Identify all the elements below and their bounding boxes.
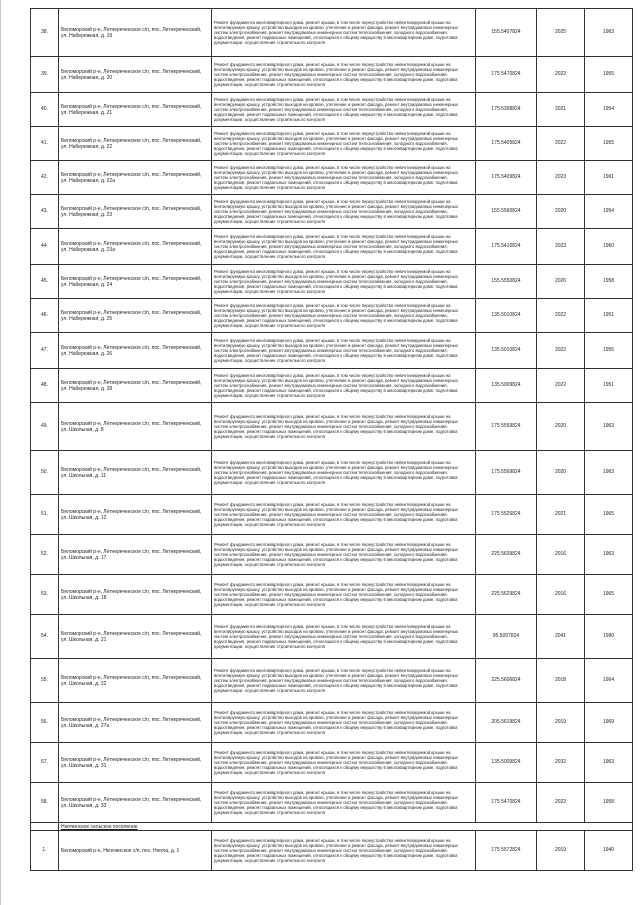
- table-row: [31, 495, 633, 535]
- row-number: 39.: [31, 57, 59, 93]
- table-row: [31, 333, 633, 369]
- table-row: [31, 229, 633, 265]
- row-number: 42.: [31, 161, 59, 195]
- work-description-cell: Ремонт фундамента многоквартирного дома, ремонт крыши, в том числе переустройство невентилируемой крыши на вентилируемую крышу, устройство выходов на кровлю, утепление и ремонт фасада, ремонт внутридомовых инженерных систем электроснабжения, ремонт внутридомовых инженерных систем теплоснабжения, холодного водоснабжения, водоотведения, ремонт подвальных помещений, относящихся к общему имуществу в многоквартирном доме, подготовка документации, осуществление строительного контроля: [212, 265, 476, 299]
- address-cell: Беломорский р-н, Летнереченское с/п, пос. Летнереченский, ул. Набережная, д. 24: [59, 265, 212, 299]
- row-number: 55.: [31, 659, 59, 703]
- planned-year-cell: 2016: [537, 535, 585, 575]
- table-row: [31, 403, 633, 451]
- build-year-cell: 1955: [585, 333, 633, 369]
- document-sheet: [30, 8, 632, 871]
- work-description-cell: Ремонт фундамента многоквартирного дома, ремонт крыши, в том числе переустройство невентилируемой крыши на вентилируемую крышу, устройство выходов на кровлю, утепление и ремонт фасада, ремонт внутридомовых инженерных систем электроснабжения, ремонт внутридомовых инженерных систем теплоснабжения, холодного водоснабжения, водоотведения, ремонт подвальных помещений, относящихся к общему имуществу в многоквартирном доме, подготовка документации, осуществление строительного контроля: [212, 831, 476, 871]
- build-year-cell: 1964: [585, 659, 633, 703]
- row-number: 56.: [31, 703, 59, 743]
- planned-year-cell: 2026: [537, 265, 585, 299]
- work-description-cell: Ремонт фундамента многоквартирного дома, ремонт крыши, в том числе переустройство невентилируемой крыши на вентилируемую крышу, устройство выходов на кровлю, утепление и ремонт фасада, ремонт внутридомовых инженерных систем электроснабжения, ремонт внутридомовых инженерных систем теплоснабжения, холодного водоснабжения, водоотведения, ремонт подвальных помещений, относящихся к общему имуществу в многоквартирном доме, подготовка документации, осуществление строительного контроля: [212, 93, 476, 127]
- row-number: 1.: [31, 831, 59, 871]
- table-row: [31, 703, 633, 743]
- cost-cell: 175.5569824: [476, 451, 537, 495]
- table-row: [31, 161, 633, 195]
- planned-year-cell: 2022: [537, 369, 585, 403]
- cost-cell: 175.5409824: [476, 161, 537, 195]
- table-row: [31, 783, 633, 823]
- work-description-cell: Ремонт фундамента многоквартирного дома, ремонт крыши, в том числе переустройство невентилируемой крыши на вентилируемую крышу, устройство выходов на кровлю, утепление и ремонт фасада, ремонт внутридомовых инженерных систем электроснабжения, ремонт внутридомовых инженерных систем теплоснабжения, холодного водоснабжения, водоотведения, ремонт подвальных помещений, относящихся к общему имуществу в многоквартирном доме, подготовка документации, осуществление строительного контроля: [212, 659, 476, 703]
- build-year-cell: 1940: [585, 831, 633, 871]
- build-year-cell: 1990: [585, 615, 633, 659]
- build-year-cell: 1955: [585, 57, 633, 93]
- cost-cell: 135.5009824: [476, 369, 537, 403]
- address-cell: Беломорский р-н, Летнереченское с/п, пос. Летнереченский, ул. Набережная, д. 23а: [59, 229, 212, 265]
- address-cell: Беломорский р-н, Летнереченское с/п, пос. Летнереченский, ул. Набережная, д. 19: [59, 9, 212, 57]
- address-cell: Беломорский р-н, Летнереченское с/п, пос. Летнереченский, ул. Школьная, д. 18: [59, 575, 212, 615]
- address-cell: Беломорский р-н, Летнереченское с/п, пос. Летнереченский, ул. Школьная, д. 17: [59, 535, 212, 575]
- cost-cell: 175.5572824: [476, 831, 537, 871]
- address-cell: Беломорский р-н, Летнереченское с/п, пос. Летнереченский, ул. Школьная, д. 8: [59, 403, 212, 451]
- build-year-cell: 1963: [585, 535, 633, 575]
- table-row: [31, 57, 633, 93]
- row-number: 47.: [31, 333, 59, 369]
- table-row: [31, 369, 633, 403]
- cost-cell: 135.5009824: [476, 743, 537, 783]
- address-cell: Беломорский р-н, Летнереченское с/п, пос. Летнереченский, ул. Школьная, д. 21: [59, 615, 212, 659]
- work-description-cell: Ремонт фундамента многоквартирного дома, ремонт крыши, в том числе переустройство невентилируемой крыши на вентилируемую крышу, устройство выходов на кровлю, утепление и ремонт фасада, ремонт внутридомовых инженерных систем электроснабжения, ремонт внутридомовых инженерных систем теплоснабжения, холодного водоснабжения, водоотведения, ремонт подвальных помещений, относящихся к общему имуществу в многоквартирном доме, подготовка документации, осуществление строительного контроля: [212, 535, 476, 575]
- table-row: [31, 9, 633, 57]
- planned-year-cell: 2016: [537, 575, 585, 615]
- cost-cell: 225.5629824: [476, 575, 537, 615]
- planned-year-cell: 2022: [537, 299, 585, 333]
- build-year-cell: 1958: [585, 265, 633, 299]
- planned-year-cell: 2020: [537, 195, 585, 229]
- build-year-cell: 1954: [585, 93, 633, 127]
- work-description-cell: Ремонт фундамента многоквартирного дома, ремонт крыши, в том числе переустройство невентилируемой крыши на вентилируемую крышу, устройство выходов на кровлю, утепление и ремонт фасада, ремонт внутридомовых инженерных систем электроснабжения, ремонт внутридомовых инженерных систем теплоснабжения, холодного водоснабжения, водоотведения, ремонт подвальных помещений, относящихся к общему имуществу в многоквартирном доме, подготовка документации, осуществление строительного контроля: [212, 299, 476, 333]
- cost-cell: 225.5639824: [476, 535, 537, 575]
- address-cell: Беломорский р-н, Летнереченское с/п, пос. Летнереченский, ул. Школьная, д. 33: [59, 783, 212, 823]
- cost-cell: 175.5410824: [476, 229, 537, 265]
- address-cell: Беломорский р-н, Летнереченское с/п, пос. Летнереченский, ул. Школьная, д. 12: [59, 495, 212, 535]
- planned-year-cell: 2025: [537, 9, 585, 57]
- work-description-cell: Ремонт фундамента многоквартирного дома, ремонт крыши, в том числе переустройство невентилируемой крыши на вентилируемую крышу, устройство выходов на кровлю, утепление и ремонт фасада, ремонт внутридомовых инженерных систем электроснабжения, ремонт внутридомовых инженерных систем теплоснабжения, холодного водоснабжения, водоотведения, ремонт подвальных помещений, относящихся к общему имуществу в многоквартирном доме, подготовка документации, осуществление строительного контроля: [212, 161, 476, 195]
- row-number: 54.: [31, 615, 59, 659]
- work-description-cell: Ремонт фундамента многоквартирного дома, ремонт крыши, в том числе переустройство невентилируемой крыши на вентилируемую крышу, устройство выходов на кровлю, утепление и ремонт фасада, ремонт внутридомовых инженерных систем электроснабжения, ремонт внутридомовых инженерных систем теплоснабжения, холодного водоснабжения, водоотведения, ремонт подвальных помещений, относящихся к общему имуществу в многоквартирном доме, подготовка документации, осуществление строительного контроля: [212, 127, 476, 161]
- planned-year-cell: 2018: [537, 659, 585, 703]
- planned-year-cell: 2021: [537, 93, 585, 127]
- planned-year-cell: 2021: [537, 495, 585, 535]
- build-year-cell: 1960: [585, 229, 633, 265]
- work-description-cell: Ремонт фундамента многоквартирного дома, ремонт крыши, в том числе переустройство невентилируемой крыши на вентилируемую крышу, устройство выходов на кровлю, утепление и ремонт фасада, ремонт внутридомовых инженерных систем электроснабжения, ремонт внутридомовых инженерных систем теплоснабжения, холодного водоснабжения, водоотведения, ремонт подвальных помещений, относящихся к общему имуществу в многоквартирном доме, подготовка документации, осуществление строительного контроля: [212, 783, 476, 823]
- table-row: [31, 615, 633, 659]
- planned-year-cell: 2023: [537, 161, 585, 195]
- build-year-cell: 1951: [585, 299, 633, 333]
- address-cell: Беломорский р-н, Летнереченское с/п, пос. Летнереченский, ул. Школьная, д. 11: [59, 451, 212, 495]
- row-number: 38.: [31, 9, 59, 57]
- work-description-cell: Ремонт фундамента многоквартирного дома, ремонт крыши, в том числе переустройство невентилируемой крыши на вентилируемую крышу, устройство выходов на кровлю, утепление и ремонт фасада, ремонт внутридомовых инженерных систем электроснабжения, ремонт внутридомовых инженерных систем теплоснабжения, холодного водоснабжения, водоотведения, ремонт подвальных помещений, относящихся к общему имуществу в многоквартирном доме, подготовка документации, осуществление строительного контроля: [212, 703, 476, 743]
- table-row: [31, 535, 633, 575]
- work-description-cell: Ремонт фундамента многоквартирного дома, ремонт крыши, в том числе переустройство невентилируемой крыши на вентилируемую крышу, устройство выходов на кровлю, утепление и ремонт фасада, ремонт внутридомовых инженерных систем электроснабжения, ремонт внутридомовых инженерных систем теплоснабжения, холодного водоснабжения, водоотведения, ремонт подвальных помещений, относящихся к общему имуществу в многоквартирном доме, подготовка документации, осуществление строительного контроля: [212, 743, 476, 783]
- section-title: Нюхчинское сельское поселение: [59, 823, 633, 831]
- planned-year-cell: 2022: [537, 783, 585, 823]
- planned-year-cell: 2019: [537, 703, 585, 743]
- planned-year-cell: 2020: [537, 403, 585, 451]
- work-description-cell: Ремонт фундамента многоквартирного дома, ремонт крыши, в том числе переустройство невентилируемой крыши на вентилируемую крышу, устройство выходов на кровлю, утепление и ремонт фасада, ремонт внутридомовых инженерных систем электроснабжения, ремонт внутридомовых инженерных систем теплоснабжения, холодного водоснабжения, водоотведения, ремонт подвальных помещений, относящихся к общему имуществу в многоквартирном доме, подготовка документации, осуществление строительного контроля: [212, 451, 476, 495]
- planned-year-cell: 2032: [537, 743, 585, 783]
- address-cell: Беломорский р-н, Летнереченское с/п, пос. Летнереченский, ул. Школьная, д. 27а: [59, 703, 212, 743]
- table-row: [31, 127, 633, 161]
- work-description-cell: Ремонт фундамента многоквартирного дома, ремонт крыши, в том числе переустройство невентилируемой крыши на вентилируемую крышу, устройство выходов на кровлю, утепление и ремонт фасада, ремонт внутридомовых инженерных систем электроснабжения, ремонт внутридомовых инженерных систем теплоснабжения, холодного водоснабжения, водоотведения, ремонт подвальных помещений, относящихся к общему имуществу в многоквартирном доме, подготовка документации, осуществление строительного контроля: [212, 369, 476, 403]
- row-number: 58.: [31, 783, 59, 823]
- cost-cell: 175.5470824: [476, 57, 537, 93]
- row-number: 46.: [31, 299, 59, 333]
- build-year-cell: 1963: [585, 451, 633, 495]
- work-description-cell: Ремонт фундамента многоквартирного дома, ремонт крыши, в том числе переустройство невентилируемой крыши на вентилируемую крышу, устройство выходов на кровлю, утепление и ремонт фасада, ремонт внутридомовых инженерных систем электроснабжения, ремонт внутридомовых инженерных систем теплоснабжения, холодного водоснабжения, водоотведения, ремонт подвальных помещений, относящихся к общему имуществу в многоквартирном доме, подготовка документации, осуществление строительного контроля: [212, 229, 476, 265]
- build-year-cell: 1963: [585, 743, 633, 783]
- row-number: 43.: [31, 195, 59, 229]
- scan-edge-left: [0, 0, 1, 905]
- address-cell: Беломорский р-н, Летнереченское с/п, пос. Летнереченский, ул. Набережная, д. 28: [59, 369, 212, 403]
- address-cell: Беломорский р-н, Летнереченское с/п, пос. Летнереченский, ул. Школьная, д. 22: [59, 659, 212, 703]
- row-number: 49.: [31, 403, 59, 451]
- work-description-cell: Ремонт фундамента многоквартирного дома, ремонт крыши, в том числе переустройство невентилируемой крыши на вентилируемую крышу, устройство выходов на кровлю, утепление и ремонт фасада, ремонт внутридомовых инженерных систем электроснабжения, ремонт внутридомовых инженерных систем теплоснабжения, холодного водоснабжения, водоотведения, ремонт подвальных помещений, относящихся к общему имуществу в многоквартирном доме, подготовка документации, осуществление строительного контроля: [212, 495, 476, 535]
- cost-cell: 155.5550824: [476, 265, 537, 299]
- address-cell: Беломорский р-н, Летнереченское с/п, пос. Летнереченский, ул. Набережная, д. 20: [59, 57, 212, 93]
- build-year-cell: 1954: [585, 195, 633, 229]
- row-number: 40.: [31, 93, 59, 127]
- cost-cell: 175.5398824: [476, 93, 537, 127]
- table-row: [31, 743, 633, 783]
- cost-cell: 135.5010824: [476, 299, 537, 333]
- cost-cell: 155.5407824: [476, 9, 537, 57]
- cost-cell: 95.5097824: [476, 615, 537, 659]
- planned-year-cell: 2020: [537, 451, 585, 495]
- table-row: [31, 659, 633, 703]
- row-number: 44.: [31, 229, 59, 265]
- row-number: 52.: [31, 535, 59, 575]
- work-description-cell: Ремонт фундамента многоквартирного дома, ремонт крыши, в том числе переустройство невентилируемой крыши на вентилируемую крышу, устройство выходов на кровлю, утепление и ремонт фасада, ремонт внутридомовых инженерных систем электроснабжения, ремонт внутридомовых инженерных систем теплоснабжения, холодного водоснабжения, водоотведения, ремонт подвальных помещений, относящихся к общему имуществу в многоквартирном доме, подготовка документации, осуществление строительного контроля: [212, 615, 476, 659]
- table-row: [31, 831, 633, 871]
- address-cell: Беломорский р-н, Летнереченское с/п, пос. Летнереченский, ул. Набережная, д. 22а: [59, 161, 212, 195]
- planned-year-cell: 2022: [537, 127, 585, 161]
- address-cell: Беломорский р-н, Летнереченское с/п, пос. Летнереченский, ул. Набережная, д. 25: [59, 299, 212, 333]
- address-cell: Беломорский р-н, Летнереченское с/п, пос. Летнереченский, ул. Набережная, д. 21: [59, 93, 212, 127]
- cost-cell: 205.5619824: [476, 703, 537, 743]
- cost-cell: 225.5606824: [476, 659, 537, 703]
- row-number: 50.: [31, 451, 59, 495]
- row-number: 41.: [31, 127, 59, 161]
- address-cell: Беломорский р-н, Летнереченское с/п, пос. Летнереченский, ул. Набережная, д. 22: [59, 127, 212, 161]
- build-year-cell: 1961: [585, 161, 633, 195]
- row-number: 51.: [31, 495, 59, 535]
- address-cell: Беломорский р-н, Нюхчинское с/п, пос. Нюхча, д. 1: [59, 831, 212, 871]
- section-number-cell: [31, 823, 59, 831]
- work-description-cell: Ремонт фундамента многоквартирного дома, ремонт крыши, в том числе переустройство невентилируемой крыши на вентилируемую крышу, устройство выходов на кровлю, утепление и ремонт фасада, ремонт внутридомовых инженерных систем электроснабжения, ремонт внутридомовых инженерных систем теплоснабжения, холодного водоснабжения, водоотведения, ремонт подвальных помещений, относящихся к общему имуществу в многоквартирном доме, подготовка документации, осуществление строительного контроля: [212, 403, 476, 451]
- address-cell: Беломорский р-н, Летнереченское с/п, пос. Летнереченский, ул. Школьная, д. 31: [59, 743, 212, 783]
- planned-year-cell: 2022: [537, 333, 585, 369]
- row-number: 45.: [31, 265, 59, 299]
- planned-year-cell: 2041: [537, 615, 585, 659]
- section-header-row: [31, 823, 633, 831]
- build-year-cell: 1965: [585, 575, 633, 615]
- table-row: [31, 195, 633, 229]
- row-number: 53.: [31, 575, 59, 615]
- work-description-cell: Ремонт фундамента многоквартирного дома, ремонт крыши, в том числе переустройство невентилируемой крыши на вентилируемую крышу, устройство выходов на кровлю, утепление и ремонт фасада, ремонт внутридомовых инженерных систем электроснабжения, ремонт внутридомовых инженерных систем теплоснабжения, холодного водоснабжения, водоотведения, ремонт подвальных помещений, относящихся к общему имуществу в многоквартирном доме, подготовка документации, осуществление строительного контроля: [212, 9, 476, 57]
- work-description-cell: Ремонт фундамента многоквартирного дома, ремонт крыши, в том числе переустройство невентилируемой крыши на вентилируемую крышу, устройство выходов на кровлю, утепление и ремонт фасада, ремонт внутридомовых инженерных систем электроснабжения, ремонт внутридомовых инженерных систем теплоснабжения, холодного водоснабжения, водоотведения, ремонт подвальных помещений, относящихся к общему имуществу в многоквартирном доме, подготовка документации, осуществление строительного контроля: [212, 333, 476, 369]
- work-description-cell: Ремонт фундамента многоквартирного дома, ремонт крыши, в том числе переустройство невентилируемой крыши на вентилируемую крышу, устройство выходов на кровлю, утепление и ремонт фасада, ремонт внутридомовых инженерных систем электроснабжения, ремонт внутридомовых инженерных систем теплоснабжения, холодного водоснабжения, водоотведения, ремонт подвальных помещений, относящихся к общему имуществу в многоквартирном доме, подготовка документации, осуществление строительного контроля: [212, 575, 476, 615]
- cost-cell: 175.5559824: [476, 403, 537, 451]
- build-year-cell: 1969: [585, 703, 633, 743]
- build-year-cell: 1965: [585, 495, 633, 535]
- table-row: [31, 299, 633, 333]
- table-row: [31, 575, 633, 615]
- planned-year-cell: 2023: [537, 229, 585, 265]
- build-year-cell: 1955: [585, 127, 633, 161]
- capital-repair-table: [30, 8, 633, 871]
- cost-cell: 175.5405824: [476, 127, 537, 161]
- planned-year-cell: 2022: [537, 57, 585, 93]
- address-cell: Беломорский р-н, Летнереченское с/п, пос. Летнереченский, ул. Набережная, д. 23: [59, 195, 212, 229]
- table-row: [31, 265, 633, 299]
- cost-cell: 155.5560824: [476, 195, 537, 229]
- table-row: [31, 451, 633, 495]
- row-number: 57.: [31, 743, 59, 783]
- cost-cell: 135.5010824: [476, 333, 537, 369]
- work-description-cell: Ремонт фундамента многоквартирного дома, ремонт крыши, в том числе переустройство невентилируемой крыши на вентилируемую крышу, устройство выходов на кровлю, утепление и ремонт фасада, ремонт внутридомовых инженерных систем электроснабжения, ремонт внутридомовых инженерных систем теплоснабжения, холодного водоснабжения, водоотведения, ремонт подвальных помещений, относящихся к общему имуществу в многоквартирном доме, подготовка документации, осуществление строительного контроля: [212, 195, 476, 229]
- address-cell: Беломорский р-н, Летнереченское с/п, пос. Летнереченский, ул. Набережная, д. 26: [59, 333, 212, 369]
- work-description-cell: Ремонт фундамента многоквартирного дома, ремонт крыши, в том числе переустройство невентилируемой крыши на вентилируемую крышу, устройство выходов на кровлю, утепление и ремонт фасада, ремонт внутридомовых инженерных систем электроснабжения, ремонт внутридомовых инженерных систем теплоснабжения, холодного водоснабжения, водоотведения, ремонт подвальных помещений, относящихся к общему имуществу в многоквартирном доме, подготовка документации, осуществление строительного контроля: [212, 57, 476, 93]
- build-year-cell: 1958: [585, 783, 633, 823]
- row-number: 48.: [31, 369, 59, 403]
- table-row: [31, 93, 633, 127]
- cost-cell: 175.5470824: [476, 783, 537, 823]
- planned-year-cell: 2019: [537, 831, 585, 871]
- build-year-cell: 1963: [585, 9, 633, 57]
- build-year-cell: 1951: [585, 369, 633, 403]
- cost-cell: 175.5526824: [476, 495, 537, 535]
- table-body: [31, 9, 633, 871]
- build-year-cell: 1963: [585, 403, 633, 451]
